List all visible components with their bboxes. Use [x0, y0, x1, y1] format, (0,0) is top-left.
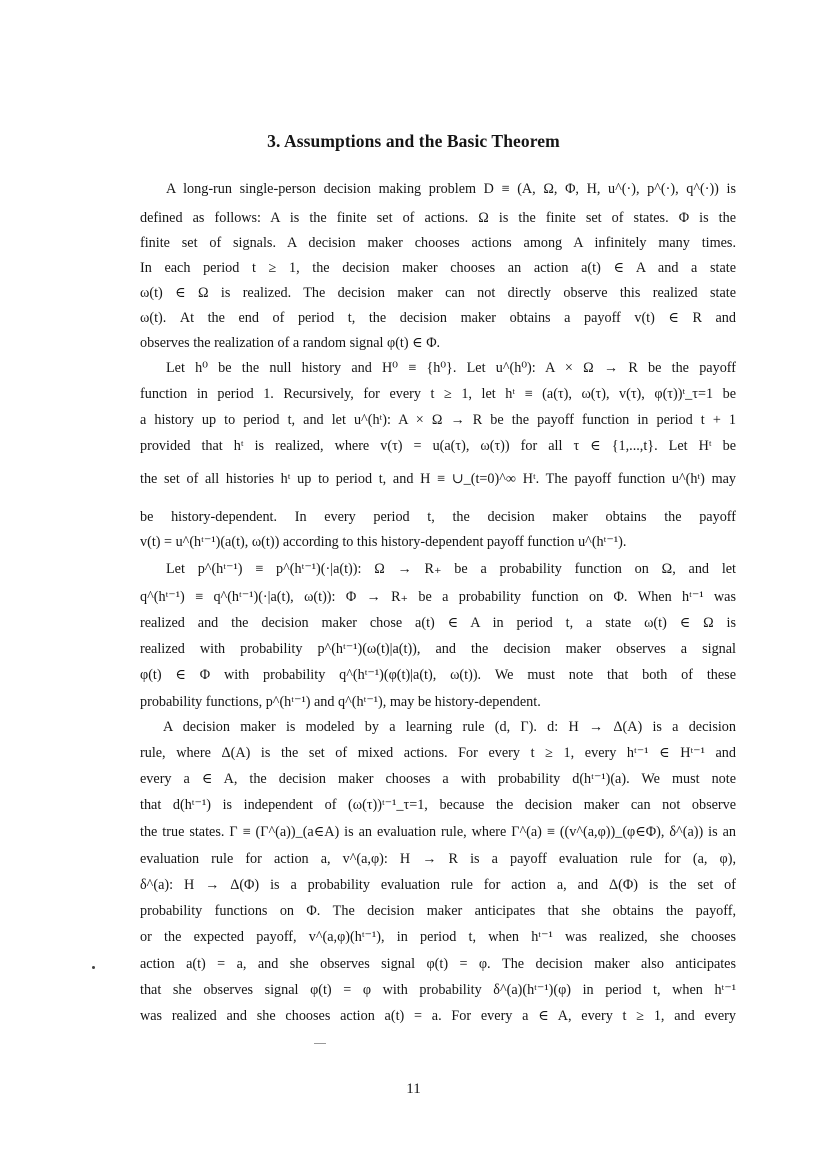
text-line: realized and the decision maker chose a(t) ∈ A in period t, a state ω(t) ∈ Ω is — [140, 615, 736, 631]
text-line: evaluation rule for action a, v^(a,φ): H → R is a payoff evaluation rule for (a, φ), — [140, 851, 736, 867]
text-line: rule, where Δ(A) is the set of mixed actions. For every t ≥ 1, every hᵗ⁻¹ ∈ Hᵗ⁻¹ and — [140, 745, 736, 761]
text-line: that d(hᵗ⁻¹) is independent of (ω(τ))ᵗ⁻¹_τ=1, because the decision maker can not observe — [140, 797, 736, 813]
text-line: finite set of signals. A decision maker chooses actions among A infinitely many times. — [140, 235, 736, 251]
text-line: δ^(a): H → Δ(Φ) is a probability evaluation rule for action a, and Δ(Φ) is the set of — [140, 877, 736, 893]
text-line: Let p^(hᵗ⁻¹) ≡ p^(hᵗ⁻¹)(·|a(t)): Ω → R₊ be a probability function on Ω, and let — [166, 561, 736, 577]
text-line: probability functions, p^(hᵗ⁻¹) and q^(hᵗ⁻¹), may be history-dependent. — [140, 694, 541, 710]
text-line: A decision maker is modeled by a learning rule (d, Γ). d: H → Δ(A) is a decision — [163, 719, 736, 735]
scan-speck — [92, 966, 95, 969]
text-line: ω(t) ∈ Ω is realized. The decision maker can not directly observe this realized state — [140, 285, 736, 301]
text-line: a history up to period t, and let u^(hᵗ): A × Ω → R be the payoff function in period t + 1 — [140, 412, 736, 428]
scan-mark — [314, 1043, 326, 1044]
text-line: provided that hᵗ is realized, where v(τ) = u(a(τ), ω(τ)) for all τ ∈ {1,...,t}. Let Hᵗ be — [140, 438, 736, 454]
text-line: action a(t) = a, and she observes signal φ(t) = φ. The decision maker also anticipates — [140, 956, 736, 972]
text-line: probability functions on Φ. The decision maker anticipates that she obtains the payoff, — [140, 903, 736, 919]
text-line: defined as follows: A is the finite set of actions. Ω is the finite set of states. Φ is the — [140, 210, 736, 226]
text-line: was realized and she chooses action a(t) = a. For every a ∈ A, every t ≥ 1, and every — [140, 1008, 736, 1024]
text-line: realized with probability p^(hᵗ⁻¹)(ω(t)|a(t)), and the decision maker observes a signal — [140, 641, 736, 657]
text-line: the set of all histories hᵗ up to period t, and H ≡ ∪_(t=0)^∞ Hᵗ. The payoff function u^(hᵗ) may — [140, 471, 736, 487]
text-line: A long-run single-person decision making problem D ≡ (A, Ω, Φ, H, u^(·), p^(·), q^(·)) is — [166, 181, 736, 197]
text-line: or the expected payoff, v^(a,φ)(hᵗ⁻¹), in period t, when hᵗ⁻¹ was realized, she chooses — [140, 929, 736, 945]
text-line: that she observes signal φ(t) = φ with probability δ^(a)(hᵗ⁻¹)(φ) in period t, when hᵗ⁻¹ — [140, 982, 736, 998]
text-line: every a ∈ A, the decision maker chooses a with probability d(hᵗ⁻¹)(a). We must note — [140, 771, 736, 787]
text-line: be history-dependent. In every period t, the decision maker obtains the payoff — [140, 509, 736, 525]
text-line: v(t) = u^(hᵗ⁻¹)(a(t), ω(t)) according to this history-dependent payoff function u^(hᵗ⁻¹). — [140, 534, 627, 550]
text-line: Let h⁰ be the null history and H⁰ ≡ {h⁰}. Let u^(h⁰): A × Ω → R be the payoff — [166, 360, 736, 376]
text-line: q^(hᵗ⁻¹) ≡ q^(hᵗ⁻¹)(·|a(t), ω(t)): Φ → R₊ be a probability function on Φ. When hᵗ⁻¹ was — [140, 589, 736, 605]
text-line: In each period t ≥ 1, the decision maker chooses an action a(t) ∈ A and a state — [140, 260, 736, 276]
text-line: φ(t) ∈ Φ with probability q^(hᵗ⁻¹)(φ(t)|a(t), ω(t)). We must note that both of these — [140, 667, 736, 683]
text-line: observes the realization of a random signal φ(t) ∈ Φ. — [140, 335, 441, 351]
text-line: ω(t). At the end of period t, the decision maker obtains a payoff v(t) ∈ R and — [140, 310, 736, 326]
page-number: 11 — [406, 1081, 421, 1097]
text-line: the true states. Γ ≡ (Γ^(a))_(a∈A) is an evaluation rule, where Γ^(a) ≡ ((v^(a,φ))_(φ∈Φ), δ^(a)) is an — [140, 824, 736, 840]
text-line: function in period 1. Recursively, for every t ≥ 1, let hᵗ ≡ (a(τ), ω(τ), v(τ), φ(τ))ᵗ_τ=1 be — [140, 386, 736, 402]
section-heading: 3. Assumptions and the Basic Theorem — [267, 131, 560, 151]
